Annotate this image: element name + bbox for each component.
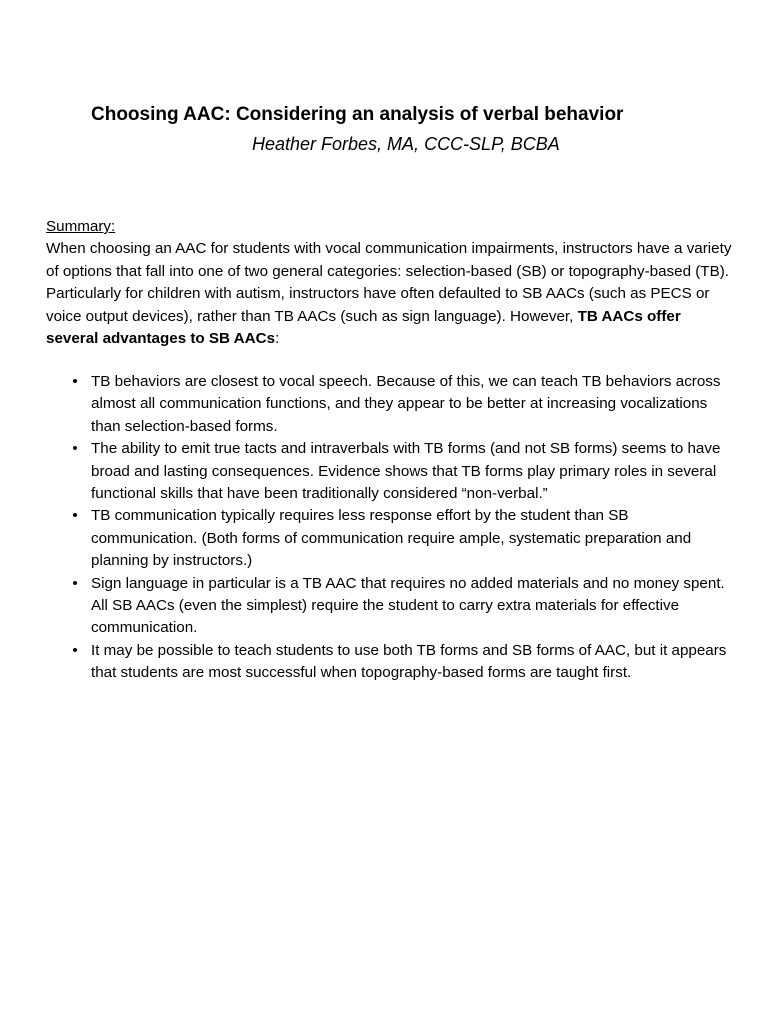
list-item <box>46 640 736 685</box>
document-author: Heather Forbes, MA, CCC-SLP, BCBA <box>252 134 560 154</box>
bullet-icon: • <box>72 373 78 390</box>
advantages-list <box>46 371 736 685</box>
list-item-text: Sign language in particular is a TB AAC that requires no added materials and no money spent. All SB AACs (even the simplest) require the student to carry extra materials for effective communication. <box>91 574 725 637</box>
list-item <box>46 438 736 505</box>
document-title: Choosing AAC: Considering an analysis of verbal behavior <box>91 104 624 125</box>
list-item-text: The ability to emit true tacts and intraverbals with TB forms (and not SB forms) seems to have broad and lasting consequences. Evidence shows that TB forms play primary roles in several functional skills that have been traditionally considered “non-verbal.” <box>91 440 721 503</box>
summary-paragraph <box>46 238 736 350</box>
list-item <box>46 505 736 572</box>
list-item <box>46 573 736 640</box>
list-item-text: TB communication typically requires less response effort by the student than SB communication. (Both forms of communication require ample, systematic preparation and planning by instructors.) <box>91 507 692 570</box>
list-item-text: TB behaviors are closest to vocal speech. Because of this, we can teach TB behaviors across almost all communication functions, and they appear to be better at increasing vocalizations than selection-based forms. <box>91 373 721 435</box>
bullet-icon: • <box>72 507 78 525</box>
bullet-icon: • <box>72 574 78 592</box>
summary-end: : <box>275 330 280 348</box>
summary-bold-text: TB AACs offer several advantages to SB AACs <box>46 307 681 348</box>
summary-section <box>46 216 736 350</box>
list-item <box>46 371 736 438</box>
summary-text: When choosing an AAC for students with vocal communication impairments, instructors have a variety of options that fall into one of two general categories: selection-based (SB) or topography-based (TB). Particularly for children with autism, instructors have often defaulted to SB AACs (such as PECS or voice output devices), rather than TB AACs (such as sign language). However, <box>46 240 732 325</box>
bullet-icon: • <box>72 641 78 659</box>
bullet-icon: • <box>72 440 78 458</box>
list-item-text: It may be possible to teach students to use both TB forms and SB forms of AAC, but it appears that students are most successful when topography-based forms are taught first. <box>91 641 727 682</box>
summary-heading: Summary: <box>46 218 116 235</box>
